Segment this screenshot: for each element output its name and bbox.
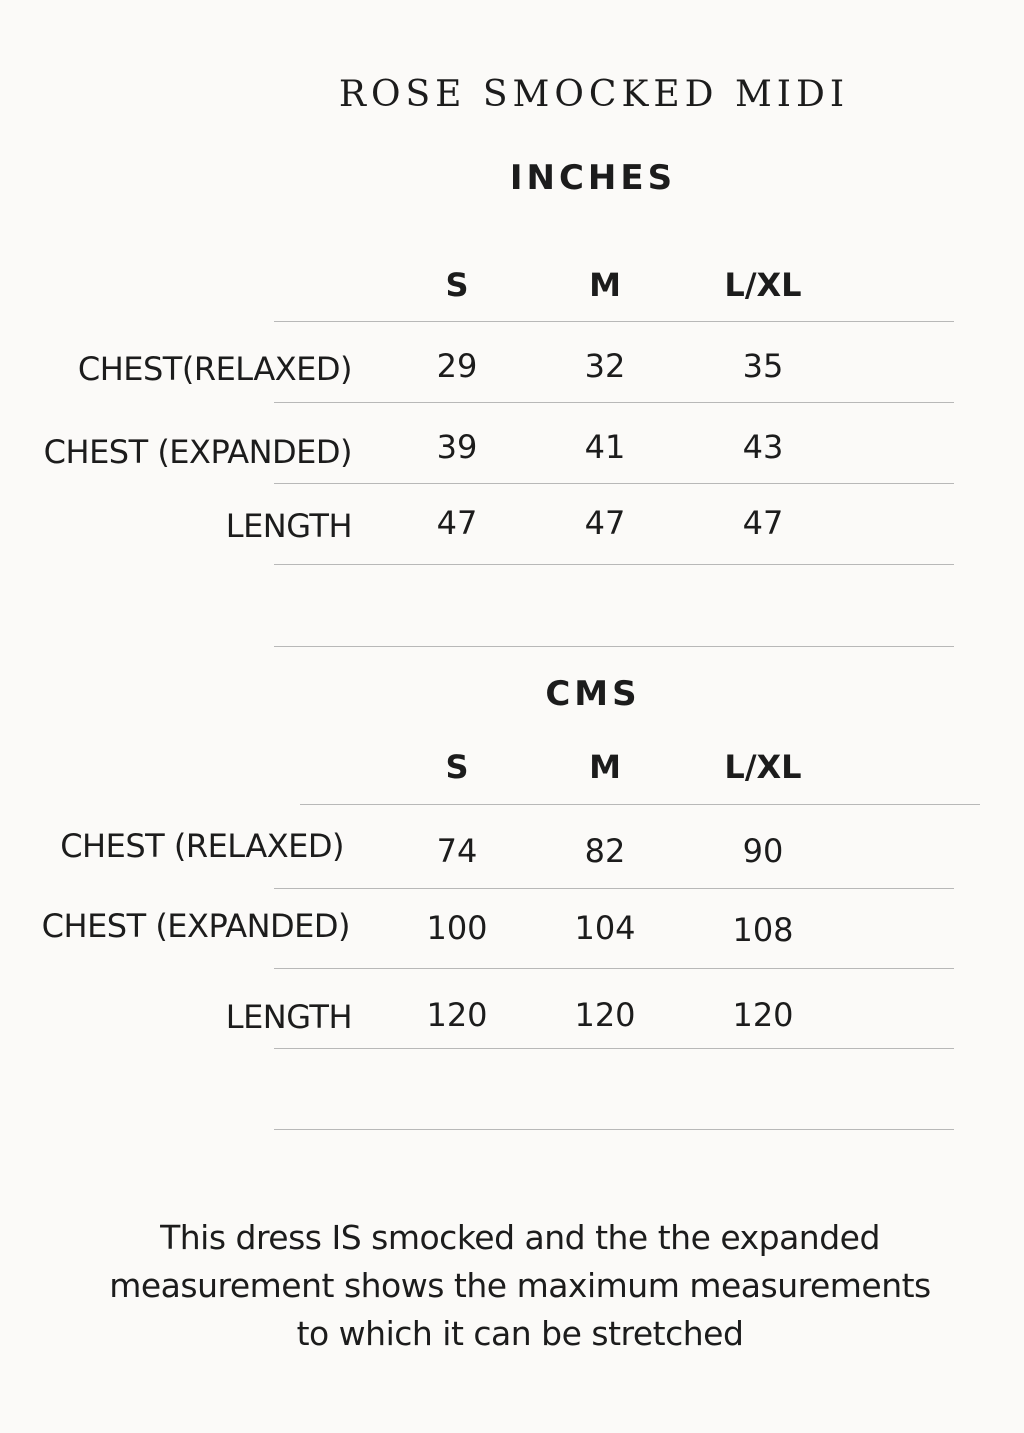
inches-row-label-chest-relaxed: CHEST(RELAXED) xyxy=(77,350,352,388)
inches-cell: 43 xyxy=(742,428,784,466)
section-divider xyxy=(274,1129,954,1130)
cms-divider-header xyxy=(300,804,980,805)
cms-divider xyxy=(274,1048,954,1049)
cms-cell: 82 xyxy=(584,832,626,870)
cms-cell: 120 xyxy=(426,996,488,1034)
inches-cell: 41 xyxy=(584,428,626,466)
inches-divider xyxy=(274,483,954,484)
cms-row-label-length: LENGTH xyxy=(225,998,352,1036)
inches-divider xyxy=(274,402,954,403)
inches-row-label-chest-expanded: CHEST (EXPANDED) xyxy=(43,433,352,471)
inches-col-s: S xyxy=(445,266,469,304)
cms-col-lxl: L/XL xyxy=(724,748,802,786)
inches-heading: INCHES xyxy=(509,158,677,198)
inches-cell: 39 xyxy=(436,428,478,466)
cms-cell: 100 xyxy=(426,909,488,947)
inches-col-lxl: L/XL xyxy=(724,266,802,304)
cms-divider xyxy=(274,888,954,889)
care-note-line: This dress IS smocked and the the expanded xyxy=(160,1218,880,1257)
page-title: ROSE SMOCKED MIDI xyxy=(338,74,850,115)
inches-cell: 32 xyxy=(584,347,626,385)
cms-divider xyxy=(274,968,954,969)
care-note-line: measurement shows the maximum measurements xyxy=(109,1266,931,1305)
inches-divider-header xyxy=(274,321,954,322)
inches-divider xyxy=(274,564,954,565)
inches-cell: 47 xyxy=(436,504,478,542)
care-note-line: to which it can be stretched xyxy=(296,1314,744,1353)
care-note xyxy=(0,1214,1024,1358)
cms-cell: 120 xyxy=(574,996,636,1034)
cms-cell: 108 xyxy=(732,911,794,949)
cms-row-label-chest-expanded: CHEST (EXPANDED) xyxy=(41,907,350,945)
cms-col-m: M xyxy=(589,748,621,786)
inches-col-m: M xyxy=(589,266,621,304)
cms-heading: CMS xyxy=(545,674,641,714)
cms-cell: 120 xyxy=(732,996,794,1034)
inches-cell: 47 xyxy=(584,504,626,542)
cms-cell: 90 xyxy=(742,832,784,870)
inches-cell: 29 xyxy=(436,347,478,385)
inches-row-label-length: LENGTH xyxy=(225,507,352,545)
cms-cell: 104 xyxy=(574,909,636,947)
inches-cell: 35 xyxy=(742,347,784,385)
cms-col-s: S xyxy=(445,748,469,786)
cms-row-label-chest-relaxed: CHEST (RELAXED) xyxy=(60,827,344,865)
section-divider xyxy=(274,646,954,647)
inches-cell: 47 xyxy=(742,504,784,542)
cms-cell: 74 xyxy=(436,832,478,870)
